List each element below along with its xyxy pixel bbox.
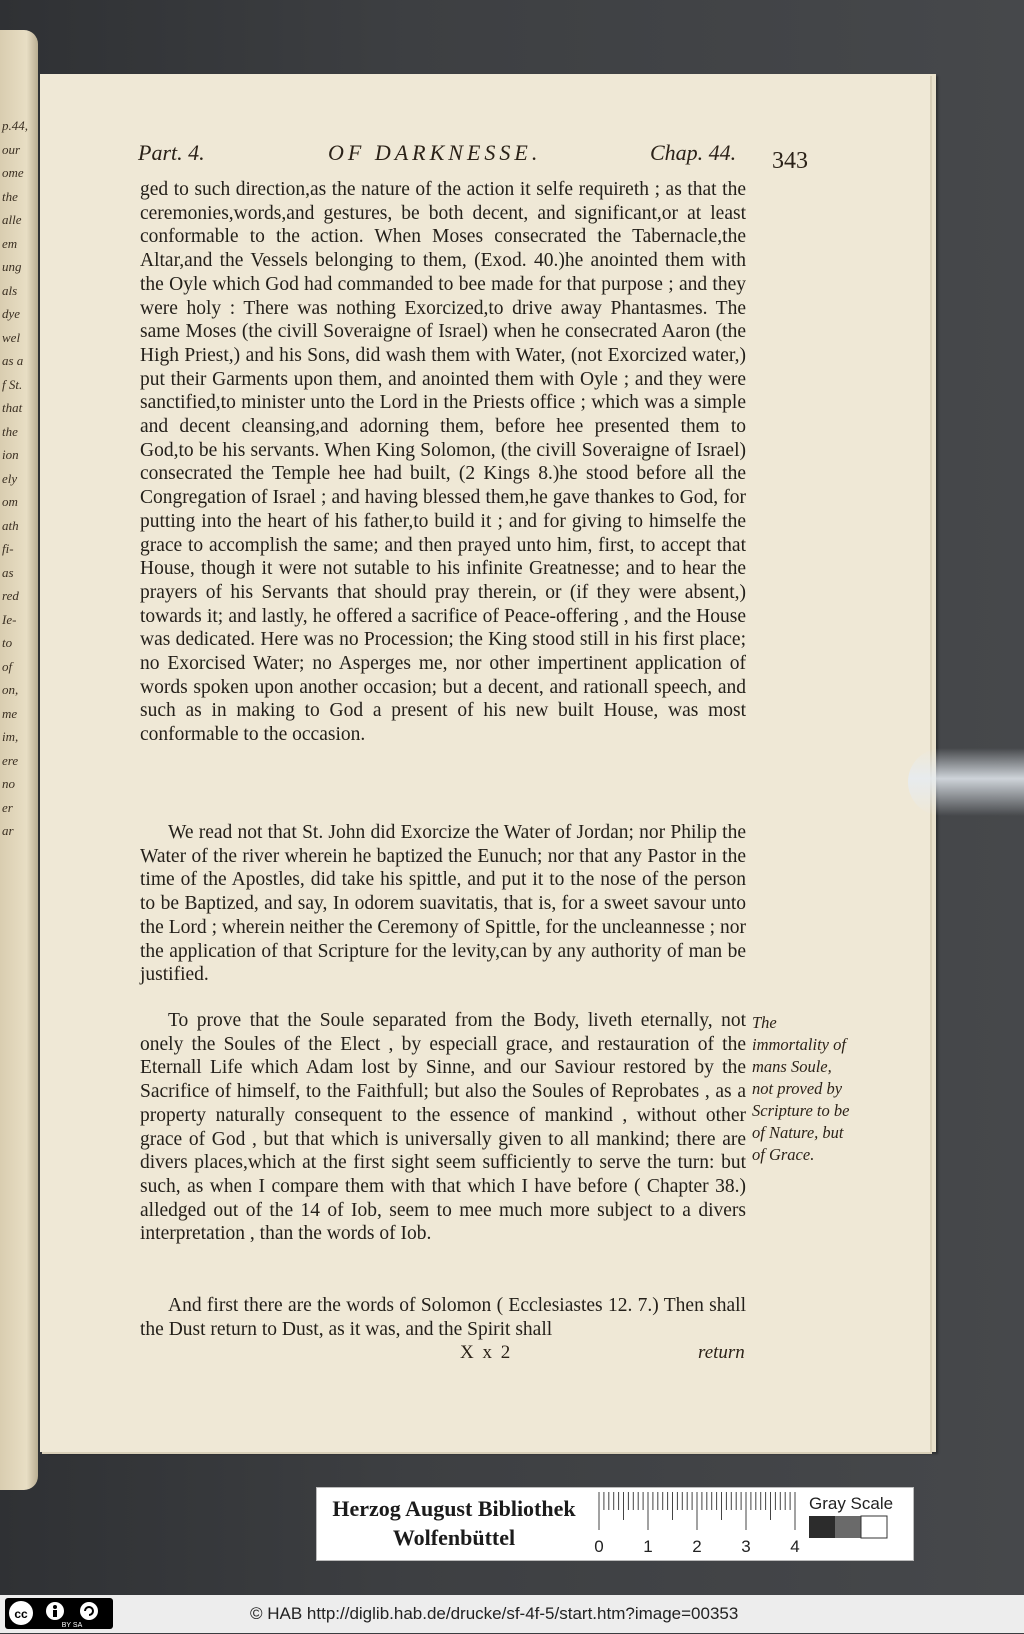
running-head-part: Part. 4. bbox=[138, 140, 205, 165]
facing-page-fragment: ere bbox=[2, 752, 19, 768]
facing-page-fragment: im, bbox=[2, 729, 19, 744]
facing-page-fragment: p.44, bbox=[2, 118, 28, 133]
library-color-chart bbox=[316, 1487, 914, 1561]
running-head-chapter: Chap. 44. bbox=[650, 140, 737, 165]
facing-page-fragment: the bbox=[2, 423, 18, 439]
facing-page-fragment: ely bbox=[2, 470, 18, 486]
cc-license-icon bbox=[5, 1598, 113, 1629]
facing-page-fragment: that bbox=[2, 400, 23, 415]
paragraph-4-text: And first there are the words of Solomon ( Ecclesiastes 12. 7.) Then shall the Dust return to Dust, as it was, and the Spirit shall bbox=[140, 1295, 746, 1340]
signature-mark: X x 2 bbox=[460, 1342, 513, 1363]
running-head-title: OF DARKNESSE. bbox=[328, 140, 542, 165]
ruler-label: 0 bbox=[594, 1537, 604, 1556]
cc-license-badge[interactable] bbox=[5, 1598, 113, 1629]
facing-page-fragment: ion bbox=[2, 447, 19, 462]
ruler-label: 2 bbox=[692, 1537, 702, 1556]
facing-page-edge bbox=[0, 30, 38, 1490]
facing-page-fragment: em bbox=[2, 235, 18, 251]
page-number: 343 bbox=[772, 148, 808, 174]
facing-page-fragment: ome bbox=[2, 165, 24, 180]
facing-page-fragment: on, bbox=[2, 682, 19, 697]
paragraph-3-text: To prove that the Soule separated from the Body, liveth eternally, not onely the Soules of the Elect , by especiall grace, and restauration of the Eternall Life which Adam lost by Sinne, and our Saviour restored by the Sacrifice of himself, to the Faithfull; but also the Soules of Reprobates , as a property naturally consequent to the essence of mankind , without other grace of God , but that which is universally given to all mankind; there are divers places,which at the first sight seem sufficiently to serve the turn: but such, as when I compare them with that which I have before ( Chapter 38.) alledged out of the 14 of Iob, seem to mee much more subject to a divers interpretation , than the words of Iob. bbox=[140, 1010, 746, 1245]
paragraph-3 bbox=[140, 1009, 746, 1246]
facing-page-fragment: me bbox=[2, 705, 18, 721]
facing-page-fragment: to bbox=[2, 635, 13, 650]
facing-page-fragment: alle bbox=[2, 212, 22, 227]
facing-page-fragment: Ie- bbox=[2, 611, 17, 627]
facing-page-fragment: wel bbox=[2, 329, 21, 345]
paragraph-2-text: We read not that St. John did Exorcize the Water of Jordan; nor Philip the Water of the river wherein he baptized the Eunuch; nor that any Pastor in the time of the Apostles, did take his spittle, and put it to the nose of the person to be Baptized, and say, In odorem suavitatis, that is, for a sweet savour unto the Lord ; wherein neither the Ceremony of Spittle, for the uncleannesse ; nor the application of that Scripture for the levity,can by any authority of man be justified. bbox=[140, 822, 746, 986]
facing-page-fragment: f St. bbox=[2, 376, 23, 392]
gray-scale-label: Gray Scale bbox=[809, 1494, 894, 1513]
facing-page-fragment: our bbox=[2, 141, 21, 157]
paragraph-4 bbox=[140, 1294, 746, 1341]
gray-patch-dark bbox=[809, 1516, 835, 1538]
ruler-label: 3 bbox=[741, 1537, 751, 1556]
facing-page-fragment: red bbox=[2, 588, 19, 603]
facing-page-fragment: of bbox=[2, 658, 13, 674]
facing-page-fragment: dye bbox=[2, 306, 21, 321]
svg-text:cc: cc bbox=[14, 1607, 28, 1621]
margin-note: The immortality of mans Soule, not proved by Scripture to be of Nature, but of Grace. bbox=[752, 1013, 850, 1164]
facing-page-fragment: fi- bbox=[2, 541, 14, 556]
facing-page-fragment: ath bbox=[2, 517, 19, 533]
library-name-line1: Herzog August Bibliothek bbox=[332, 1496, 576, 1521]
facing-page-fragment: om bbox=[2, 494, 18, 509]
paragraph-1 bbox=[140, 178, 746, 747]
facing-page-fragment: ar bbox=[2, 823, 14, 838]
footer-bar bbox=[0, 1595, 1024, 1633]
ruler-ticks bbox=[599, 1492, 795, 1530]
ruler-labels bbox=[594, 1537, 799, 1556]
ruler-label: 1 bbox=[643, 1537, 653, 1556]
license-badge-text: BY SA bbox=[61, 1622, 83, 1629]
paragraph-1-text: ged to such direction,as the nature of the action it selfe requireth ; as that the ceremonies,words,and gestures, be both decent, and significant,or at least conformable to the action. When Moses consecrated the Tabernacle,the Altar,and the Vessels belonging to them, (Exod. 40.)he anointed them with the Oyle which God had commanded to bee made for that purpose ; and they were holy : There was nothing Exorcized,to drive away Phantasmes. The same Moses (the civill Soveraigne of Israel) when he consecrated Aaron (the High Priest,) and his Sons, did wash them with Water, (not Exorcized water,) put their Garments upon them, and anointed them with Oyle ; and they were sanctified,to minister unto the Lord in the Priests office ; which was a simple and decent cleansing,and adorning them, before hee presented them to God,to be his servants. When King Solomon, (the civill Soveraigne of Israel) consecrated the Temple hee had built, (2 Kings 8.)he stood before all the Congregation of Israel ; and having blessed them,he gave thankes to God, for putting into the heart of his father,to build it ; and for giving to himselfe the grace to accomplish the same; and then prayed unto him, first, to accept that House, though it were not sutable to his infinite Greatnesse; and to hear the prayers of his Servants that should pray therein, or (if they were absent,) towards it; and lastly, he offered a sacrifice of Peace-offering , and the House was dedicated. Here was no Procession; the King stood still in his first place; no Exorcised Water; no Asperges me, nor other impertinent application of words spoken upon another occasion; but a decent, and rationall speech, and such as in making to God a present of his new built House, was most conformable to the occasion. bbox=[140, 179, 746, 746]
facing-page-fragment: ung bbox=[2, 259, 22, 274]
facing-page-fragment: no bbox=[2, 776, 15, 791]
catchword: return bbox=[698, 1342, 745, 1363]
gray-patch-light bbox=[861, 1516, 887, 1538]
facing-page-fragment: as bbox=[2, 564, 14, 580]
facing-page-fragment: the bbox=[2, 188, 18, 204]
gray-patch-mid bbox=[835, 1516, 861, 1538]
facing-page-fragment: as a bbox=[2, 353, 24, 368]
paragraph-2 bbox=[140, 821, 746, 987]
library-name-line2: Wolfenbüttel bbox=[392, 1525, 516, 1550]
facing-page-fragment: er bbox=[2, 799, 13, 815]
clip-glare bbox=[908, 748, 1024, 816]
ruler-label: 4 bbox=[790, 1537, 800, 1556]
facing-page-fragment: als bbox=[2, 282, 18, 298]
footer-credit[interactable]: © HAB http://diglib.hab.de/drucke/sf-4f-5/start.htm?image=00353 bbox=[250, 1604, 739, 1623]
